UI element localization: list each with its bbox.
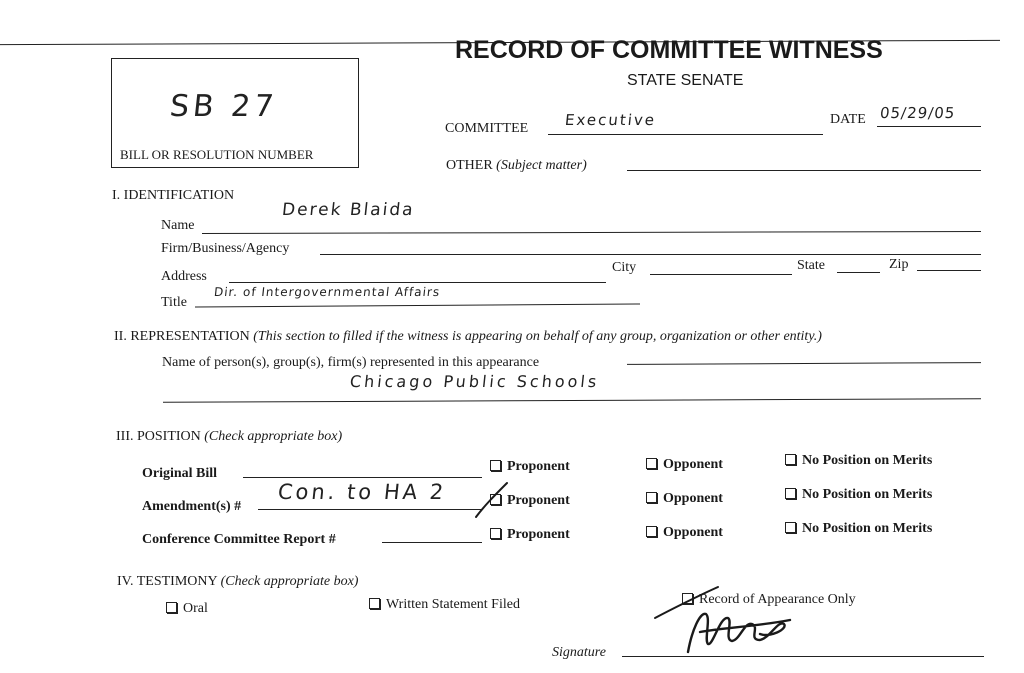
represented-line-1 — [627, 362, 981, 365]
committee-label: COMMITTEE — [445, 121, 529, 136]
oral-checkbox[interactable] — [166, 602, 177, 613]
original-proponent-label: Proponent — [507, 459, 570, 474]
amendment-opponent-option[interactable] — [646, 491, 723, 507]
representation-line — [114, 329, 822, 345]
original-opponent-option[interactable] — [646, 457, 723, 473]
amendment-proponent-option[interactable] — [490, 493, 570, 509]
testimony-hint: (Check appropriate box) — [220, 574, 359, 589]
conference-proponent-label: Proponent — [507, 527, 570, 542]
testimony-heading-line — [117, 574, 358, 590]
signature-line — [622, 656, 984, 657]
original-no-position-option[interactable] — [785, 453, 932, 469]
conference-line — [382, 542, 482, 543]
title-label: Title — [161, 295, 187, 310]
record-label: Record of Appearance Only — [699, 592, 856, 607]
zip-line — [917, 270, 981, 271]
conference-no-position-checkbox[interactable] — [785, 522, 796, 533]
amendment-label: Amendment(s) # — [142, 499, 242, 514]
position-hint: (Check appropriate box) — [204, 429, 343, 444]
conference-no-position-label: No Position on Merits — [802, 521, 933, 536]
original-opponent-label: Opponent — [663, 457, 723, 472]
written-checkbox[interactable] — [369, 598, 380, 609]
title-line — [195, 303, 640, 307]
amendment-opponent-checkbox[interactable] — [646, 492, 657, 503]
original-bill-label: Original Bill — [142, 466, 218, 481]
committee-line — [548, 134, 823, 135]
position-heading-line — [116, 429, 342, 445]
bill-number-value: SB 27 — [168, 89, 280, 124]
date-label: DATE — [830, 112, 866, 127]
written-label: Written Statement Filed — [386, 597, 520, 612]
position-heading: III. POSITION — [116, 429, 201, 444]
bill-number-caption: BILL OR RESOLUTION NUMBER — [120, 147, 314, 162]
other-label — [446, 158, 587, 174]
name-line — [202, 231, 981, 234]
address-label: Address — [161, 269, 207, 284]
zip-label: Zip — [889, 257, 909, 272]
title-value: Dir. of Intergovernmental Affairs — [213, 285, 441, 299]
conference-opponent-option[interactable] — [646, 525, 723, 541]
represented-label: Name of person(s), group(s), firm(s) represented in this appearance — [162, 355, 540, 370]
form-title: RECORD OF COMMITTEE WITNESS — [455, 36, 883, 64]
amendment-line — [258, 509, 482, 510]
identification-heading: I. IDENTIFICATION — [112, 188, 235, 203]
represented-value: Chicago Public Schools — [349, 372, 601, 391]
state-line — [837, 272, 880, 273]
original-no-position-label: No Position on Merits — [802, 453, 933, 468]
testimony-heading: IV. TESTIMONY — [117, 574, 218, 589]
amendment-proponent-label: Proponent — [507, 493, 570, 508]
conference-label: Conference Committee Report # — [142, 532, 336, 547]
firm-line — [320, 254, 981, 255]
original-bill-line — [243, 477, 482, 478]
amendment-value: Con. to HA 2 — [276, 480, 448, 504]
amendment-proponent-checkbox[interactable] — [490, 494, 501, 505]
name-label: Name — [161, 218, 195, 233]
original-proponent-checkbox[interactable] — [490, 460, 501, 471]
amendment-no-position-option[interactable] — [785, 487, 932, 503]
original-opponent-checkbox[interactable] — [646, 458, 657, 469]
oral-label: Oral — [183, 601, 208, 616]
conference-no-position-option[interactable] — [785, 521, 932, 537]
date-line — [877, 126, 981, 127]
firm-label: Firm/Business/Agency — [161, 241, 290, 256]
conference-proponent-checkbox[interactable] — [490, 528, 501, 539]
original-proponent-option[interactable] — [490, 459, 570, 475]
oral-option[interactable] — [166, 601, 208, 617]
name-value: Derek Blaida — [280, 200, 416, 220]
signature-label: Signature — [552, 645, 606, 660]
bill-number-box — [111, 58, 359, 168]
address-line — [229, 282, 606, 283]
conference-opponent-checkbox[interactable] — [646, 526, 657, 537]
record-option[interactable] — [682, 592, 856, 608]
state-label: State — [797, 258, 825, 273]
amendment-no-position-label: No Position on Merits — [802, 487, 933, 502]
city-line — [650, 274, 792, 275]
represented-line-2 — [163, 398, 981, 403]
representation-heading: II. REPRESENTATION — [114, 329, 250, 344]
other-label-text: OTHER — [446, 158, 493, 173]
city-label: City — [612, 260, 637, 275]
other-hint: (Subject matter) — [496, 158, 587, 173]
written-option[interactable] — [369, 597, 520, 613]
signature-scribble — [688, 614, 790, 652]
other-line — [627, 170, 981, 171]
form-subtitle: STATE SENATE — [627, 72, 744, 89]
amendment-no-position-checkbox[interactable] — [785, 488, 796, 499]
amendment-opponent-label: Opponent — [663, 491, 723, 506]
original-no-position-checkbox[interactable] — [785, 454, 796, 465]
representation-note: (This section to filled if the witness is appearing on behalf of any group, organization or other entity.) — [253, 329, 822, 344]
record-checkbox[interactable] — [682, 593, 693, 604]
committee-value: Executive — [564, 111, 657, 129]
date-value: 05/29/05 — [879, 104, 957, 122]
conference-proponent-option[interactable] — [490, 527, 570, 543]
conference-opponent-label: Opponent — [663, 525, 723, 540]
